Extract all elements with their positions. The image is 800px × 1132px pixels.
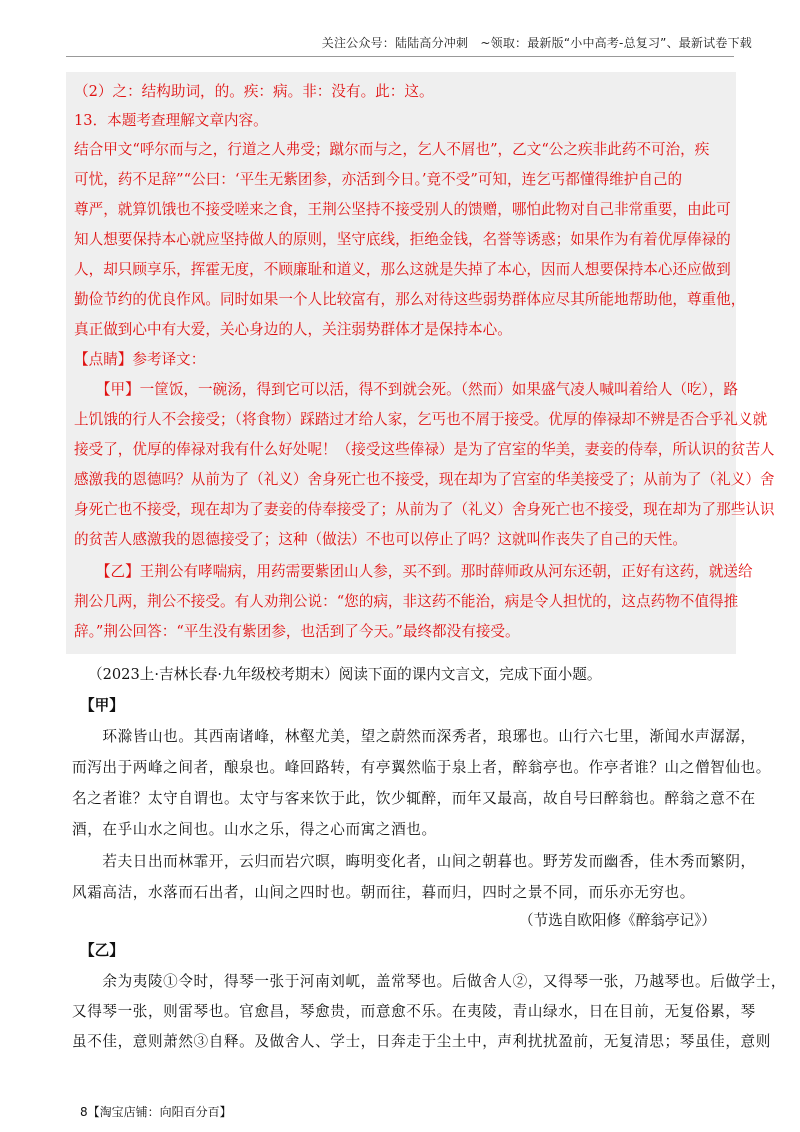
passage-yi-label: 【乙】: [80, 942, 124, 959]
page-header: 关注公众号：陆陆高分冲刺 ~领取：最新版“小中高考-总复习”、最新试卷下载: [321, 36, 752, 50]
answer-line: （2）之：结构助词，的。疾：病。非：没有。此：这。: [74, 83, 434, 100]
answer-line: 荆公几两，荆公不接受。有人劝荆公说：“您的病，非这药不能治，病是令人担忧的，这点药物不值得推: [74, 593, 739, 610]
answer-line: 可忧，药不足辞”“公曰：‘平生无紫团参，亦活到今日。’竟不受”可知，连乞丐都懂得维护自己的: [74, 171, 683, 188]
answer-line: 尊严，就算饥饿也不接受嗟来之食，王荆公坚持不接受别人的馈赠，哪怕此物对自己非常重要，由此可: [74, 201, 731, 218]
answer-line: 上饥饿的行人不会接受；（将食物）踩踏过才给人家，乞丐也不屑于接受。优厚的俸禄却不辨是否合乎礼义就: [74, 411, 768, 428]
answer-section-title: 【点睛】参考译文：: [74, 351, 206, 368]
answer-line: 感激我的恩德吗？从前为了（礼义）舍身死亡也不接受，现在却为了宫室的华美接受了；从前为了（礼义）舍: [74, 471, 775, 488]
passage-jia-label: 【甲】: [80, 697, 124, 714]
passage-line: 而泻出于两峰之间者，酿泉也。峰回路转，有亭翼然临于泉上者，醉翁亭也。作亭者谁？山之僧智仙也。: [72, 759, 771, 776]
answer-line: 13．本题考查理解文章内容。: [74, 112, 268, 129]
answer-line: 知人想要保持本心就应坚持做人的原则，坚守底线，拒绝金钱，名誉等诱惑；如果作为有着优厚俸禄的: [74, 231, 731, 248]
passage-line: 若夫日出而林霏开，云归而岩穴暝，晦明变化者，山间之朝暮也。野芳发而幽香，佳木秀而繁阴，: [72, 853, 756, 870]
passage-line: 风霜高洁，水落而石出者，山间之四时也。朝而往，暮而归，四时之景不同，而乐亦无穷也。: [72, 884, 695, 901]
answer-line: 接受了，优厚的俸禄对我有什么好处呢！（接受这些俸禄）是为了宫室的华美，妻妾的侍奉，所认识的贫苦人: [74, 441, 775, 458]
passage-line: 余为夷陵①令时，得琴一张于河南刘屼，盖常琴也。后做舍人②，又得琴一张，乃越琴也。后做学士，: [72, 973, 787, 990]
passage-line: 又得琴一张，则雷琴也。官愈昌，琴愈贵，而意愈不乐。在夷陵，青山绿水，日在目前，无复俗累，琴: [72, 1003, 756, 1020]
answer-line: 【乙】王荆公有哮喘病，用药需要紫团山人参，买不到。那时薛师政从河东还朝，正好有这药，就送给: [74, 563, 753, 580]
passage-line: 酒，在乎山水之间也。山水之乐，得之心而寓之酒也。: [72, 821, 437, 838]
header-divider: [66, 56, 734, 57]
answer-line: 【甲】一筐饭，一碗汤，得到它可以活，得不到就会死。（然而）如果盛气凌人喊叫着给人（吃），路: [74, 381, 739, 398]
answer-line: 勤俭节约的优良作风。同时如果一个人比较富有，那么对待这些弱势群体应尽其所能地帮助他，尊重他，: [74, 291, 746, 308]
passage-line: 虽不佳，意则萧然③自释。及做舍人、学士，日奔走于尘土中，声利扰扰盈前，无复清思；琴虽佳，意则: [72, 1033, 771, 1050]
page-footer: 8【淘宝店铺：向阳百分百】: [80, 1105, 232, 1119]
answer-line: 真正做到心中有大爱，关心身边的人，关注弱势群体才是保持本心。: [74, 321, 512, 338]
answer-line: 身死亡也不接受，现在却为了妻妾的侍奉接受了；从前为了（礼义）舍身死亡也不接受，现在却为了那些认识: [74, 501, 775, 518]
answer-section: [66, 72, 775, 654]
passage-line: 环滁皆山也。其西南诸峰，林壑尤美，望之蔚然而深秀者，琅琊也。山行六七里，渐闻水声潺潺，: [72, 728, 756, 745]
answer-line: 结合甲文“呼尔而与之，行道之人弗受；蹴尔而与之，乞人不屑也”，乙文“公之疾非此药不可治，疾: [74, 141, 710, 158]
question-intro: （2023上·吉林长春·九年级校考期末）阅读下面的课内文言文，完成下面小题。: [88, 666, 602, 683]
passage-line: 名之者谁？太守自谓也。太守与客来饮于此，饮少辄醉，而年又最高，故自号曰醉翁也。醉翁之意不在: [72, 790, 756, 807]
answer-line: 人，却只顾享乐，挥霍无度，不顾廉耻和道义，那么这就是失掉了本心，因而人想要保持本心还应做到: [74, 261, 731, 278]
passage-source: （节选自欧阳修《醉翁亭记》）: [518, 912, 716, 929]
answer-line: 的贫苦人感激我的恩德接受了；这种（做法）不也可以停止了吗？这就叫作丧失了自己的天性。: [74, 531, 687, 548]
answer-line: 辞。”荆公回答：“平生没有紫团参，也活到了今天。”最终都没有接受。: [74, 623, 520, 640]
